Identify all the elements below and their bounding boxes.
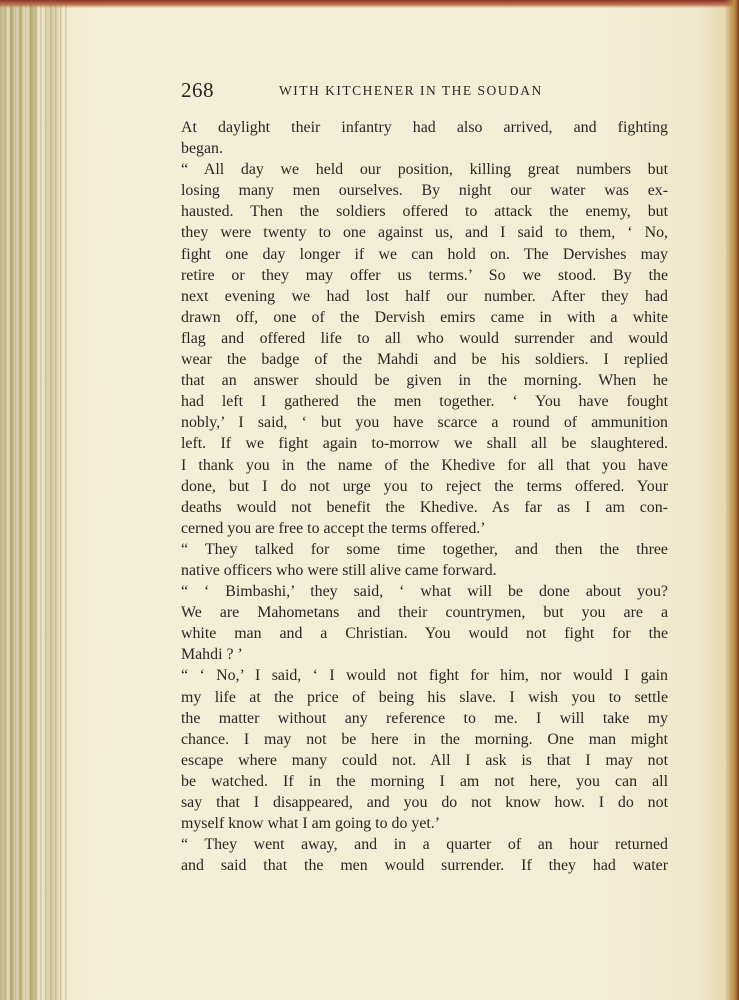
text-line: that an answer should be given in the morning. When he [181, 372, 668, 390]
text-line: white man and a Christian. You would not fight for the [181, 625, 668, 643]
text-line: At daylight their infantry had also arrived, and fighting [181, 119, 668, 136]
text-line: drawn off, one of the Dervish emirs came in with a white [181, 308, 668, 326]
text-line: retire or they may offer us terms.’ So we stood. By the [181, 266, 668, 284]
text-line: say that I disappeared, and you do not know how. I do not [181, 794, 668, 811]
text-line: Mahdi ? ’ [181, 646, 243, 664]
text-line: losing many men ourselves. By night our water was ex- [181, 182, 668, 200]
text-line: had left I gathered the men together. ‘ You have fought [181, 393, 668, 411]
text-line: fight one day longer if we can hold on. The Dervishes may [181, 245, 668, 263]
text-line: flag and offered life to all who would surrender and would [181, 329, 668, 347]
text-line: next evening we had lost half our number. After they had [181, 287, 668, 305]
text-line: native officers who were still alive came forward. [181, 561, 497, 579]
body-text [181, 117, 668, 876]
text-line: “ All day we held our position, killing great numbers but [181, 161, 668, 179]
page-edges [0, 0, 70, 1000]
text-line: “ They went away, and in a quarter of an hour returned [181, 836, 668, 854]
text-line: the matter without any reference to me. I will take my [181, 709, 668, 727]
text-line: deaths would not benefit the Khedive. As far as I am con- [181, 498, 668, 516]
text-line: “ They talked for some time together, and then the three [181, 540, 668, 558]
text-line: cerned you are free to accept the terms offered.’ [181, 519, 486, 537]
page-number: 268 [181, 78, 214, 102]
text-line: wear the badge of the Mahdi and be his soldiers. I replied [181, 351, 668, 369]
page-header [181, 78, 668, 104]
text-line: We are Mahometans and their countrymen, but you are a [181, 604, 668, 622]
running-title: WITH KITCHENER IN THE SOUDAN [279, 83, 543, 98]
text-line: left. If we fight again to-morrow we shall all be slaughtered. [181, 435, 668, 453]
text-line: began. [181, 140, 223, 158]
text-line: escape where many could not. All I ask is that I may not [181, 751, 668, 769]
text-line: my life at the price of being his slave. I wish you to settle [181, 688, 668, 706]
text-line: I thank you in the name of the Khedive for all that you have [181, 456, 668, 474]
text-line: they were twenty to one against us, and I said to them, ‘ No, [181, 224, 668, 242]
text-line: “ ‘ Bimbashi,’ they said, ‘ what will be done about you? [181, 583, 668, 601]
text-line: nobly,’ I said, ‘ but you have scarce a round of ammunition [181, 414, 668, 432]
text-line: and said that the men would surrender. If they had water [181, 857, 668, 875]
text-line: hausted. Then the soldiers offered to attack the enemy, but [181, 203, 668, 221]
text-line: “ ‘ No,’ I said, ‘ I would not fight for him, nor would I gain [181, 667, 668, 685]
text-line: myself know what I am going to do yet.’ [181, 815, 441, 833]
text-line: done, but I do not urge you to reject the terms offered. Your [181, 477, 668, 495]
text-line: chance. I may not be here in the morning. One man might [181, 730, 668, 748]
text-line: be watched. If in the morning I am not here, you can all [181, 772, 668, 790]
